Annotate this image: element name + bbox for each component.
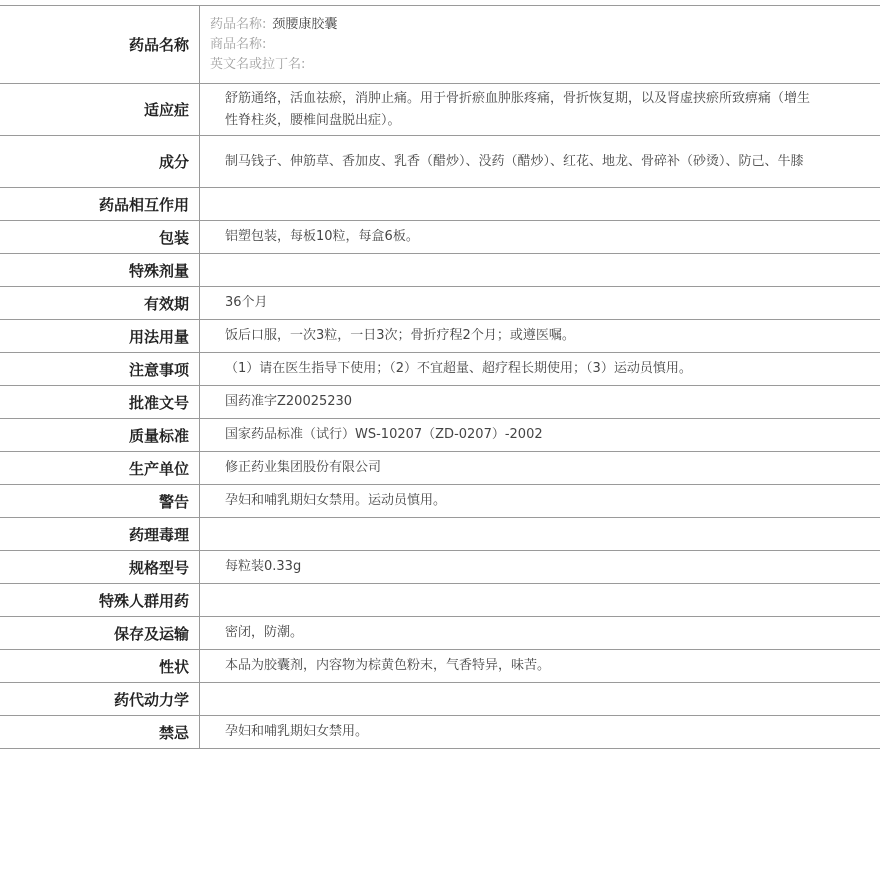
row-value bbox=[200, 136, 880, 187]
generic-name-value: 颈腰康胶囊 bbox=[272, 16, 338, 32]
row-label: 注意事项 bbox=[0, 353, 200, 385]
row-value bbox=[200, 485, 880, 517]
row-warning bbox=[0, 485, 880, 518]
drug-spec-table bbox=[0, 5, 880, 749]
row-label: 特殊剂量 bbox=[0, 254, 200, 286]
row-label: 适应症 bbox=[0, 84, 200, 135]
row-packaging bbox=[0, 221, 880, 254]
row-label: 药品名称 bbox=[0, 6, 200, 83]
row-contraindications bbox=[0, 716, 880, 749]
row-description bbox=[0, 650, 880, 683]
row-value-text: 36个月 bbox=[225, 295, 268, 310]
row-value-text: 舒筋通络，活血祛瘀，消肿止痛。用于骨折瘀血肿胀疼痛，骨折恢复期，以及肾虚挟瘀所致痹痛（增生性脊柱炎，腰椎间盘脱出症）。 bbox=[225, 90, 811, 128]
row-value bbox=[200, 221, 880, 253]
row-label: 质量标准 bbox=[0, 419, 200, 451]
row-special-populations bbox=[0, 584, 880, 617]
row-value bbox=[200, 188, 880, 220]
row-label: 成分 bbox=[0, 136, 200, 187]
row-label: 包装 bbox=[0, 221, 200, 253]
row-value-text: 制马钱子、伸筋草、香加皮、乳香（醋炒）、没药（醋炒）、红花、地龙、骨碎补（砂烫）、防己、牛膝 bbox=[225, 153, 804, 169]
row-value-text: 国家药品标准（试行）WS-10207（ZD-0207）-2002 bbox=[225, 427, 543, 442]
row-usage bbox=[0, 320, 880, 353]
row-value-text: 修正药业集团股份有限公司 bbox=[225, 460, 382, 475]
row-value bbox=[200, 716, 880, 748]
row-label: 特殊人群用药 bbox=[0, 584, 200, 616]
row-ingredients bbox=[0, 136, 880, 188]
row-pharmacology bbox=[0, 518, 880, 551]
row-value-text: 饭后口服，一次3粒，一日3次；骨折疗程2个月；或遵医嘱。 bbox=[225, 328, 575, 343]
trade-name-line bbox=[210, 35, 272, 55]
row-label: 保存及运输 bbox=[0, 617, 200, 649]
row-value-text: 密闭，防潮。 bbox=[225, 625, 304, 640]
row-precautions bbox=[0, 353, 880, 386]
row-label: 药理毒理 bbox=[0, 518, 200, 550]
row-value bbox=[200, 254, 880, 286]
row-value-text: 本品为胶囊剂，内容物为棕黄色粉末，气香特异，味苦。 bbox=[225, 658, 551, 673]
row-value-text: 铝塑包装，每板10粒，每盒6板。 bbox=[225, 229, 419, 244]
row-pharmacokinetics bbox=[0, 683, 880, 716]
row-value bbox=[200, 320, 880, 352]
row-label: 禁忌 bbox=[0, 716, 200, 748]
row-label: 警告 bbox=[0, 485, 200, 517]
row-value bbox=[200, 683, 880, 715]
row-indications bbox=[0, 84, 880, 136]
row-value bbox=[200, 584, 880, 616]
row-value-text: 孕妇和哺乳期妇女禁用。 bbox=[225, 724, 369, 739]
row-storage bbox=[0, 617, 880, 650]
row-value-text: 每粒装0.33g bbox=[225, 559, 302, 574]
row-approval-number bbox=[0, 386, 880, 419]
drug-names-cell bbox=[200, 6, 880, 83]
row-interactions bbox=[0, 188, 880, 221]
row-label: 有效期 bbox=[0, 287, 200, 319]
row-value bbox=[200, 617, 880, 649]
row-specification bbox=[0, 551, 880, 584]
row-special-dosage bbox=[0, 254, 880, 287]
row-value bbox=[200, 84, 880, 135]
row-shelf-life bbox=[0, 287, 880, 320]
row-drug-names bbox=[0, 6, 880, 84]
row-manufacturer bbox=[0, 452, 880, 485]
row-label: 性状 bbox=[0, 650, 200, 682]
row-value bbox=[200, 353, 880, 385]
row-value bbox=[200, 386, 880, 418]
row-label: 用法用量 bbox=[0, 320, 200, 352]
row-label: 生产单位 bbox=[0, 452, 200, 484]
row-label: 药品相互作用 bbox=[0, 188, 200, 220]
row-value-text: 孕妇和哺乳期妇女禁用。运动员慎用。 bbox=[225, 493, 447, 508]
row-value bbox=[200, 551, 880, 583]
row-label: 药代动力学 bbox=[0, 683, 200, 715]
generic-name-line bbox=[210, 15, 337, 35]
row-value-text: （1）请在医生指导下使用；（2）不宜超量、超疗程长期使用；（3）运动员慎用。 bbox=[225, 361, 692, 376]
english-name-key: 英文名或拉丁名: bbox=[210, 56, 306, 72]
row-value bbox=[200, 452, 880, 484]
row-value bbox=[200, 650, 880, 682]
row-value bbox=[200, 518, 880, 550]
row-label: 批准文号 bbox=[0, 386, 200, 418]
row-value-text: 国药准字Z20025230 bbox=[225, 394, 353, 409]
english-name-line bbox=[210, 55, 311, 75]
row-value bbox=[200, 419, 880, 451]
row-quality-standard bbox=[0, 419, 880, 452]
row-label: 规格型号 bbox=[0, 551, 200, 583]
trade-name-key: 商品名称: bbox=[210, 36, 267, 52]
row-value bbox=[200, 287, 880, 319]
generic-name-key: 药品名称: bbox=[210, 16, 267, 32]
